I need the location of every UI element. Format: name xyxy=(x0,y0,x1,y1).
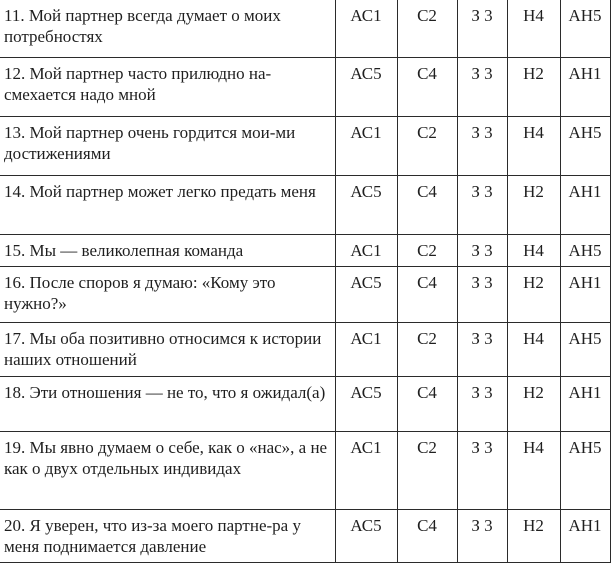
code-cell: С4 xyxy=(397,57,457,116)
code-cell: С2 xyxy=(397,431,457,509)
code-cell: АН5 xyxy=(560,234,610,266)
table-row xyxy=(0,322,610,376)
table-row xyxy=(0,509,610,562)
code-cell: Н4 xyxy=(507,234,560,266)
table-row xyxy=(0,266,610,322)
code-cell: АС5 xyxy=(335,266,397,322)
code-cell: АН1 xyxy=(560,509,610,562)
statement-cell: 20. Я уверен, что из-за моего партне-ра у меня поднимается давление xyxy=(0,509,335,562)
code-cell: АС1 xyxy=(335,431,397,509)
code-cell: С4 xyxy=(397,376,457,431)
statement-cell: 16. После споров я думаю: «Кому это нужно?» xyxy=(0,266,335,322)
code-cell: Н4 xyxy=(507,322,560,376)
code-cell: АН5 xyxy=(560,431,610,509)
code-cell: З 3 xyxy=(457,322,507,376)
statement-cell: 17. Мы оба позитивно относимся к истории наших отношений xyxy=(0,322,335,376)
code-cell: АС5 xyxy=(335,376,397,431)
code-cell: АН1 xyxy=(560,376,610,431)
code-cell: АН5 xyxy=(560,116,610,175)
code-cell: З 3 xyxy=(457,0,507,57)
code-cell: С2 xyxy=(397,234,457,266)
table-row xyxy=(0,431,610,509)
code-cell: С2 xyxy=(397,0,457,57)
statement-cell: 11. Мой партнер всегда думает о моих потребностях xyxy=(0,0,335,57)
table-row xyxy=(0,116,610,175)
table-row xyxy=(0,57,610,116)
statement-cell: 12. Мой партнер часто прилюдно на-смехается надо мной xyxy=(0,57,335,116)
statement-cell: 19. Мы явно думаем о себе, как о «нас», а не как о двух отдельных индивидах xyxy=(0,431,335,509)
code-cell: Н4 xyxy=(507,116,560,175)
statement-cell: 15. Мы — великолепная команда xyxy=(0,234,335,266)
code-cell: С4 xyxy=(397,509,457,562)
table-row xyxy=(0,376,610,431)
table-row xyxy=(0,175,610,234)
code-cell: Н2 xyxy=(507,57,560,116)
code-cell: АС1 xyxy=(335,234,397,266)
code-cell: З 3 xyxy=(457,266,507,322)
code-cell: З 3 xyxy=(457,376,507,431)
code-cell: С2 xyxy=(397,322,457,376)
code-cell: Н2 xyxy=(507,175,560,234)
code-cell: Н2 xyxy=(507,266,560,322)
statement-cell: 14. Мой партнер может легко предать меня xyxy=(0,175,335,234)
code-cell: АС1 xyxy=(335,116,397,175)
code-cell: АС1 xyxy=(335,322,397,376)
code-cell: З 3 xyxy=(457,509,507,562)
code-cell: Н4 xyxy=(507,431,560,509)
table-row xyxy=(0,234,610,266)
table-row xyxy=(0,0,610,57)
code-cell: З 3 xyxy=(457,234,507,266)
code-cell: АС5 xyxy=(335,175,397,234)
code-cell: Н2 xyxy=(507,509,560,562)
code-cell: АН1 xyxy=(560,57,610,116)
statement-cell: 13. Мой партнер очень гордится мои-ми достижениями xyxy=(0,116,335,175)
code-cell: АН5 xyxy=(560,322,610,376)
code-cell: С4 xyxy=(397,266,457,322)
code-cell: АН1 xyxy=(560,175,610,234)
code-cell: АС5 xyxy=(335,57,397,116)
code-cell: С2 xyxy=(397,116,457,175)
code-cell: АН1 xyxy=(560,266,610,322)
code-cell: З 3 xyxy=(457,431,507,509)
statement-cell: 18. Эти отношения — не то, что я ожидал(а) xyxy=(0,376,335,431)
code-cell: З 3 xyxy=(457,116,507,175)
code-cell: С4 xyxy=(397,175,457,234)
code-cell: АС1 xyxy=(335,0,397,57)
code-cell: АН5 xyxy=(560,0,610,57)
code-cell: З 3 xyxy=(457,175,507,234)
code-cell: З 3 xyxy=(457,57,507,116)
code-cell: АС5 xyxy=(335,509,397,562)
code-cell: Н4 xyxy=(507,0,560,57)
code-cell: Н2 xyxy=(507,376,560,431)
